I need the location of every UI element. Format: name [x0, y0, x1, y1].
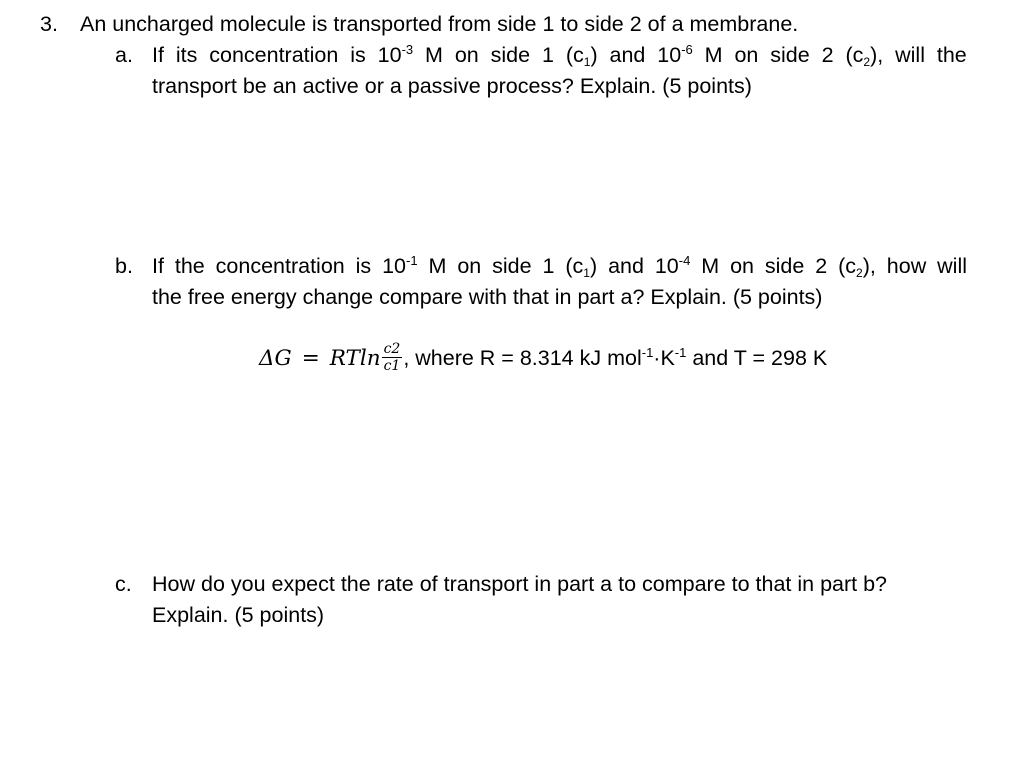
part-b-line-1: If the concentration is $10^{-1}$ M on side 1 $(c_1)$ and $10^{-4}$ M on side 2 $(c_2)$, how will — [152, 253, 967, 280]
question-stem: An uncharged molecule is transported from side 1 to side 2 of a membrane. — [80, 12, 799, 36]
free-energy-formula: ΔG = RTln $\frac{c2}{c1}$ , where R = 8.314 kJ $mol^{-1}\cdot K^{-1}$ and T = 298 K — [259, 340, 828, 374]
part-c-line-1: How do you expect the rate of transport in part a to compare to that in part b? — [152, 572, 887, 596]
part-c-line-2: Explain. (5 points) — [152, 603, 325, 627]
formula-rtln: RTln — [329, 346, 381, 371]
part-a-concentration-2: $10^{-6}$ — [657, 42, 693, 67]
part-a-c2: $(c_2)$, — [845, 43, 884, 69]
part-a-c1: $(c_1)$ — [565, 43, 598, 69]
part-b-line-2: the free energy change compare with that in part a? Explain. (5 points) — [152, 285, 823, 309]
part-b-c1: $(c_1)$ — [565, 254, 598, 280]
part-b-concentration-2: $10^{-4}$ — [654, 253, 691, 278]
part-b-label: b. — [115, 254, 133, 278]
formula-equals: = — [301, 346, 320, 371]
formula-fraction: $\frac{c2}{c1}$ — [383, 340, 401, 374]
part-a-line-1: If its concentration is $10^{-3}$ M on side 1 $(c_1)$ and $10^{-6}$ M on side 2 $(c_2)$, will the — [152, 42, 967, 69]
part-b-c2: $(c_2)$, — [838, 254, 876, 280]
question-number: 3. — [40, 12, 58, 36]
formula-lhs: ΔG — [259, 346, 292, 371]
part-c-label: c. — [115, 572, 132, 596]
part-a-label: a. — [115, 43, 133, 67]
part-b-concentration-1: $10^{-1}$ — [382, 253, 418, 278]
part-a-line-2: transport be an active or a passive process? Explain. (5 points) — [152, 74, 752, 98]
part-a-concentration-1: $10^{-3}$ — [377, 42, 414, 67]
